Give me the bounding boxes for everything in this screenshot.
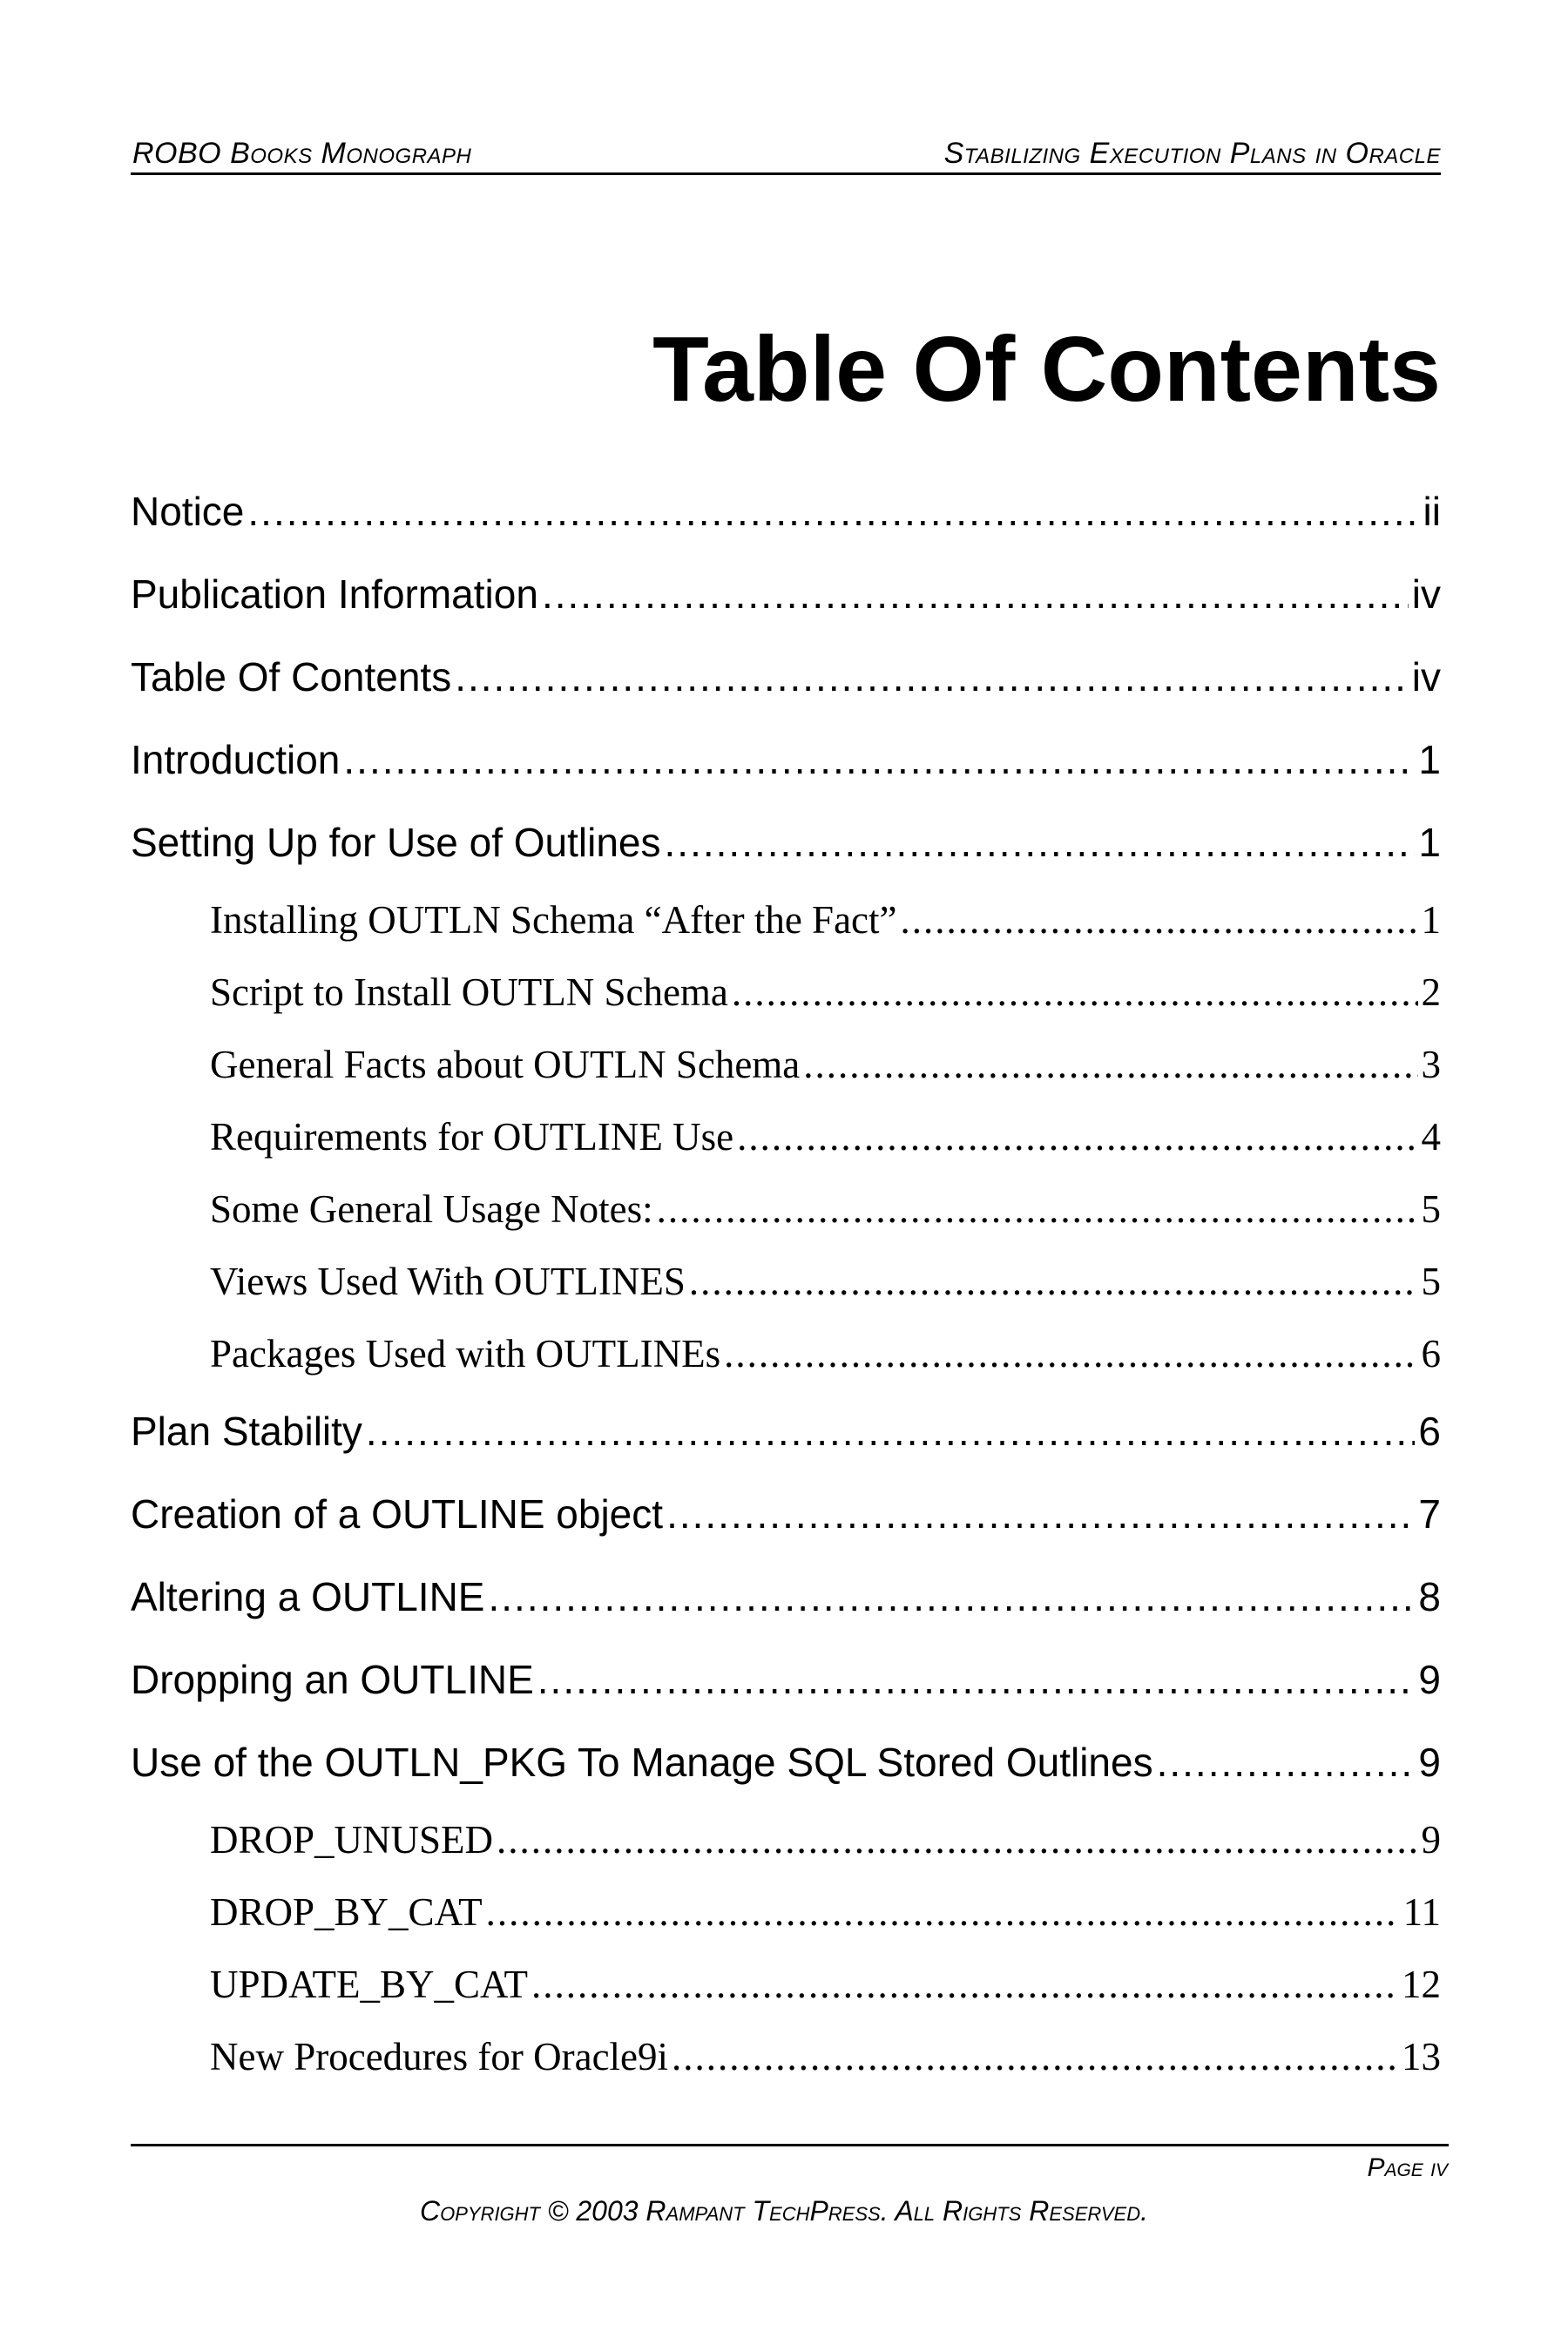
toc-entry-page: iv <box>1411 654 1441 700</box>
toc-entry-page: 1 <box>1418 737 1441 782</box>
toc-entry-page: 3 <box>1421 1043 1441 1086</box>
dot-leader <box>737 1101 1417 1173</box>
toc-subentry[interactable] <box>131 1173 1441 1246</box>
toc-entry-page: 5 <box>1421 1187 1441 1231</box>
running-header <box>131 132 1441 175</box>
toc-entry[interactable] <box>131 553 1441 636</box>
toc-subentry[interactable] <box>131 1804 1441 1876</box>
dot-leader <box>732 956 1418 1029</box>
toc-entry-label: Dropping an OUTLINE <box>131 1657 534 1702</box>
dot-leader <box>366 1390 1415 1473</box>
toc-entry-label: UPDATE_BY_CAT <box>210 1963 529 2006</box>
toc-subentry[interactable] <box>131 1318 1441 1390</box>
toc-entry[interactable] <box>131 1556 1441 1639</box>
dot-leader <box>803 1029 1417 1101</box>
dot-leader <box>689 1246 1418 1318</box>
dot-leader <box>497 1804 1417 1876</box>
toc-entry-label: Some General Usage Notes: <box>210 1187 653 1231</box>
toc-entry-page: iv <box>1411 571 1441 617</box>
toc-entry-page: 9 <box>1421 1818 1441 1862</box>
toc-entry-label: Publication Information <box>131 571 538 617</box>
toc-subentry[interactable] <box>131 956 1441 1029</box>
toc-entry-label: Altering a OUTLINE <box>131 1574 485 1619</box>
toc-entry-label: Use of the OUTLN_PKG To Manage SQL Stored Outlines <box>131 1740 1153 1785</box>
toc-entry[interactable] <box>131 470 1441 553</box>
toc-entry-page: 7 <box>1418 1491 1441 1537</box>
toc-entry[interactable] <box>131 1639 1441 1721</box>
toc-entry-page: 4 <box>1421 1115 1441 1159</box>
toc-subentry[interactable] <box>131 2021 1441 2093</box>
dot-leader <box>455 636 1409 719</box>
toc-entry-page: 6 <box>1418 1409 1441 1454</box>
toc-entry-label: Setting Up for Use of Outlines <box>131 820 661 865</box>
page-number: Page iv <box>1367 2153 1448 2182</box>
toc-entry-label: Introduction <box>131 737 341 782</box>
toc-entry-label: Script to Install OUTLN Schema <box>210 970 728 1014</box>
toc-entry-page: 2 <box>1421 970 1441 1014</box>
dot-leader <box>247 470 1419 553</box>
dot-leader <box>724 1318 1417 1390</box>
toc-entry-label: DROP_UNUSED <box>210 1818 494 1862</box>
toc-entry-page: 1 <box>1421 898 1441 942</box>
toc-subentry[interactable] <box>131 1246 1441 1318</box>
toc-entry[interactable] <box>131 636 1441 719</box>
dot-leader <box>1157 1721 1416 1804</box>
dot-leader <box>666 1473 1415 1556</box>
toc-entry-label: Packages Used with OUTLINEs <box>210 1332 721 1375</box>
dot-leader <box>672 2021 1398 2093</box>
footer-divider <box>131 2144 1449 2146</box>
toc-entry[interactable] <box>131 1390 1441 1473</box>
dot-leader <box>486 1876 1400 1949</box>
toc-entry-label: Table Of Contents <box>131 654 452 700</box>
toc-entry-label: New Procedures for Oracle9i <box>210 2035 669 2078</box>
toc-entry-label: Notice <box>131 489 245 534</box>
dot-leader <box>657 1173 1418 1246</box>
toc-entry-label: Views Used With OUTLINES <box>210 1260 686 1303</box>
toc-entry-page: 6 <box>1421 1332 1441 1375</box>
toc-entry-label: Requirements for OUTLINE Use <box>210 1115 734 1159</box>
dot-leader <box>901 884 1418 956</box>
dot-leader <box>531 1949 1398 2021</box>
toc-subentry[interactable] <box>131 1949 1441 2021</box>
toc-entry-page: 8 <box>1418 1574 1441 1619</box>
dot-leader <box>343 719 1415 801</box>
toc-subentry[interactable] <box>131 1029 1441 1101</box>
toc-entry-page: 11 <box>1402 1890 1441 1934</box>
dot-leader <box>488 1556 1415 1639</box>
toc-entry[interactable] <box>131 801 1441 884</box>
toc-entry-page: 9 <box>1418 1740 1441 1785</box>
header-book-series: ROBO Books Monograph <box>132 137 472 170</box>
toc-entry-page: 13 <box>1402 2035 1441 2078</box>
toc-entry-page: ii <box>1423 489 1441 534</box>
toc-entry-page: 5 <box>1421 1260 1441 1303</box>
dot-leader <box>537 1639 1416 1721</box>
toc-entry-page: 12 <box>1402 1963 1441 2006</box>
toc-subentry[interactable] <box>131 884 1441 956</box>
table-of-contents <box>131 470 1441 2093</box>
header-book-title: Stabilizing Execution Plans in Oracle <box>943 137 1441 170</box>
toc-entry-label: General Facts about OUTLN Schema <box>210 1043 801 1086</box>
toc-subentry[interactable] <box>131 1876 1441 1949</box>
toc-entry[interactable] <box>131 1721 1441 1804</box>
copyright-notice: Copyright © 2003 Rampant TechPress. All Rights Reserved. <box>419 2195 1148 2227</box>
toc-entry-page: 1 <box>1418 820 1441 865</box>
toc-entry-label: Creation of a OUTLINE object <box>131 1491 664 1537</box>
toc-entry-label: Plan Stability <box>131 1409 362 1454</box>
toc-entry-page: 9 <box>1418 1657 1441 1702</box>
toc-subentry[interactable] <box>131 1101 1441 1173</box>
dot-leader <box>665 801 1416 884</box>
toc-entry[interactable] <box>131 719 1441 801</box>
dot-leader <box>542 553 1409 636</box>
page-title: Table Of Contents <box>652 318 1441 422</box>
toc-entry[interactable] <box>131 1473 1441 1556</box>
toc-entry-label: DROP_BY_CAT <box>210 1890 483 1934</box>
toc-entry-label: Installing OUTLN Schema “After the Fact” <box>210 898 897 942</box>
